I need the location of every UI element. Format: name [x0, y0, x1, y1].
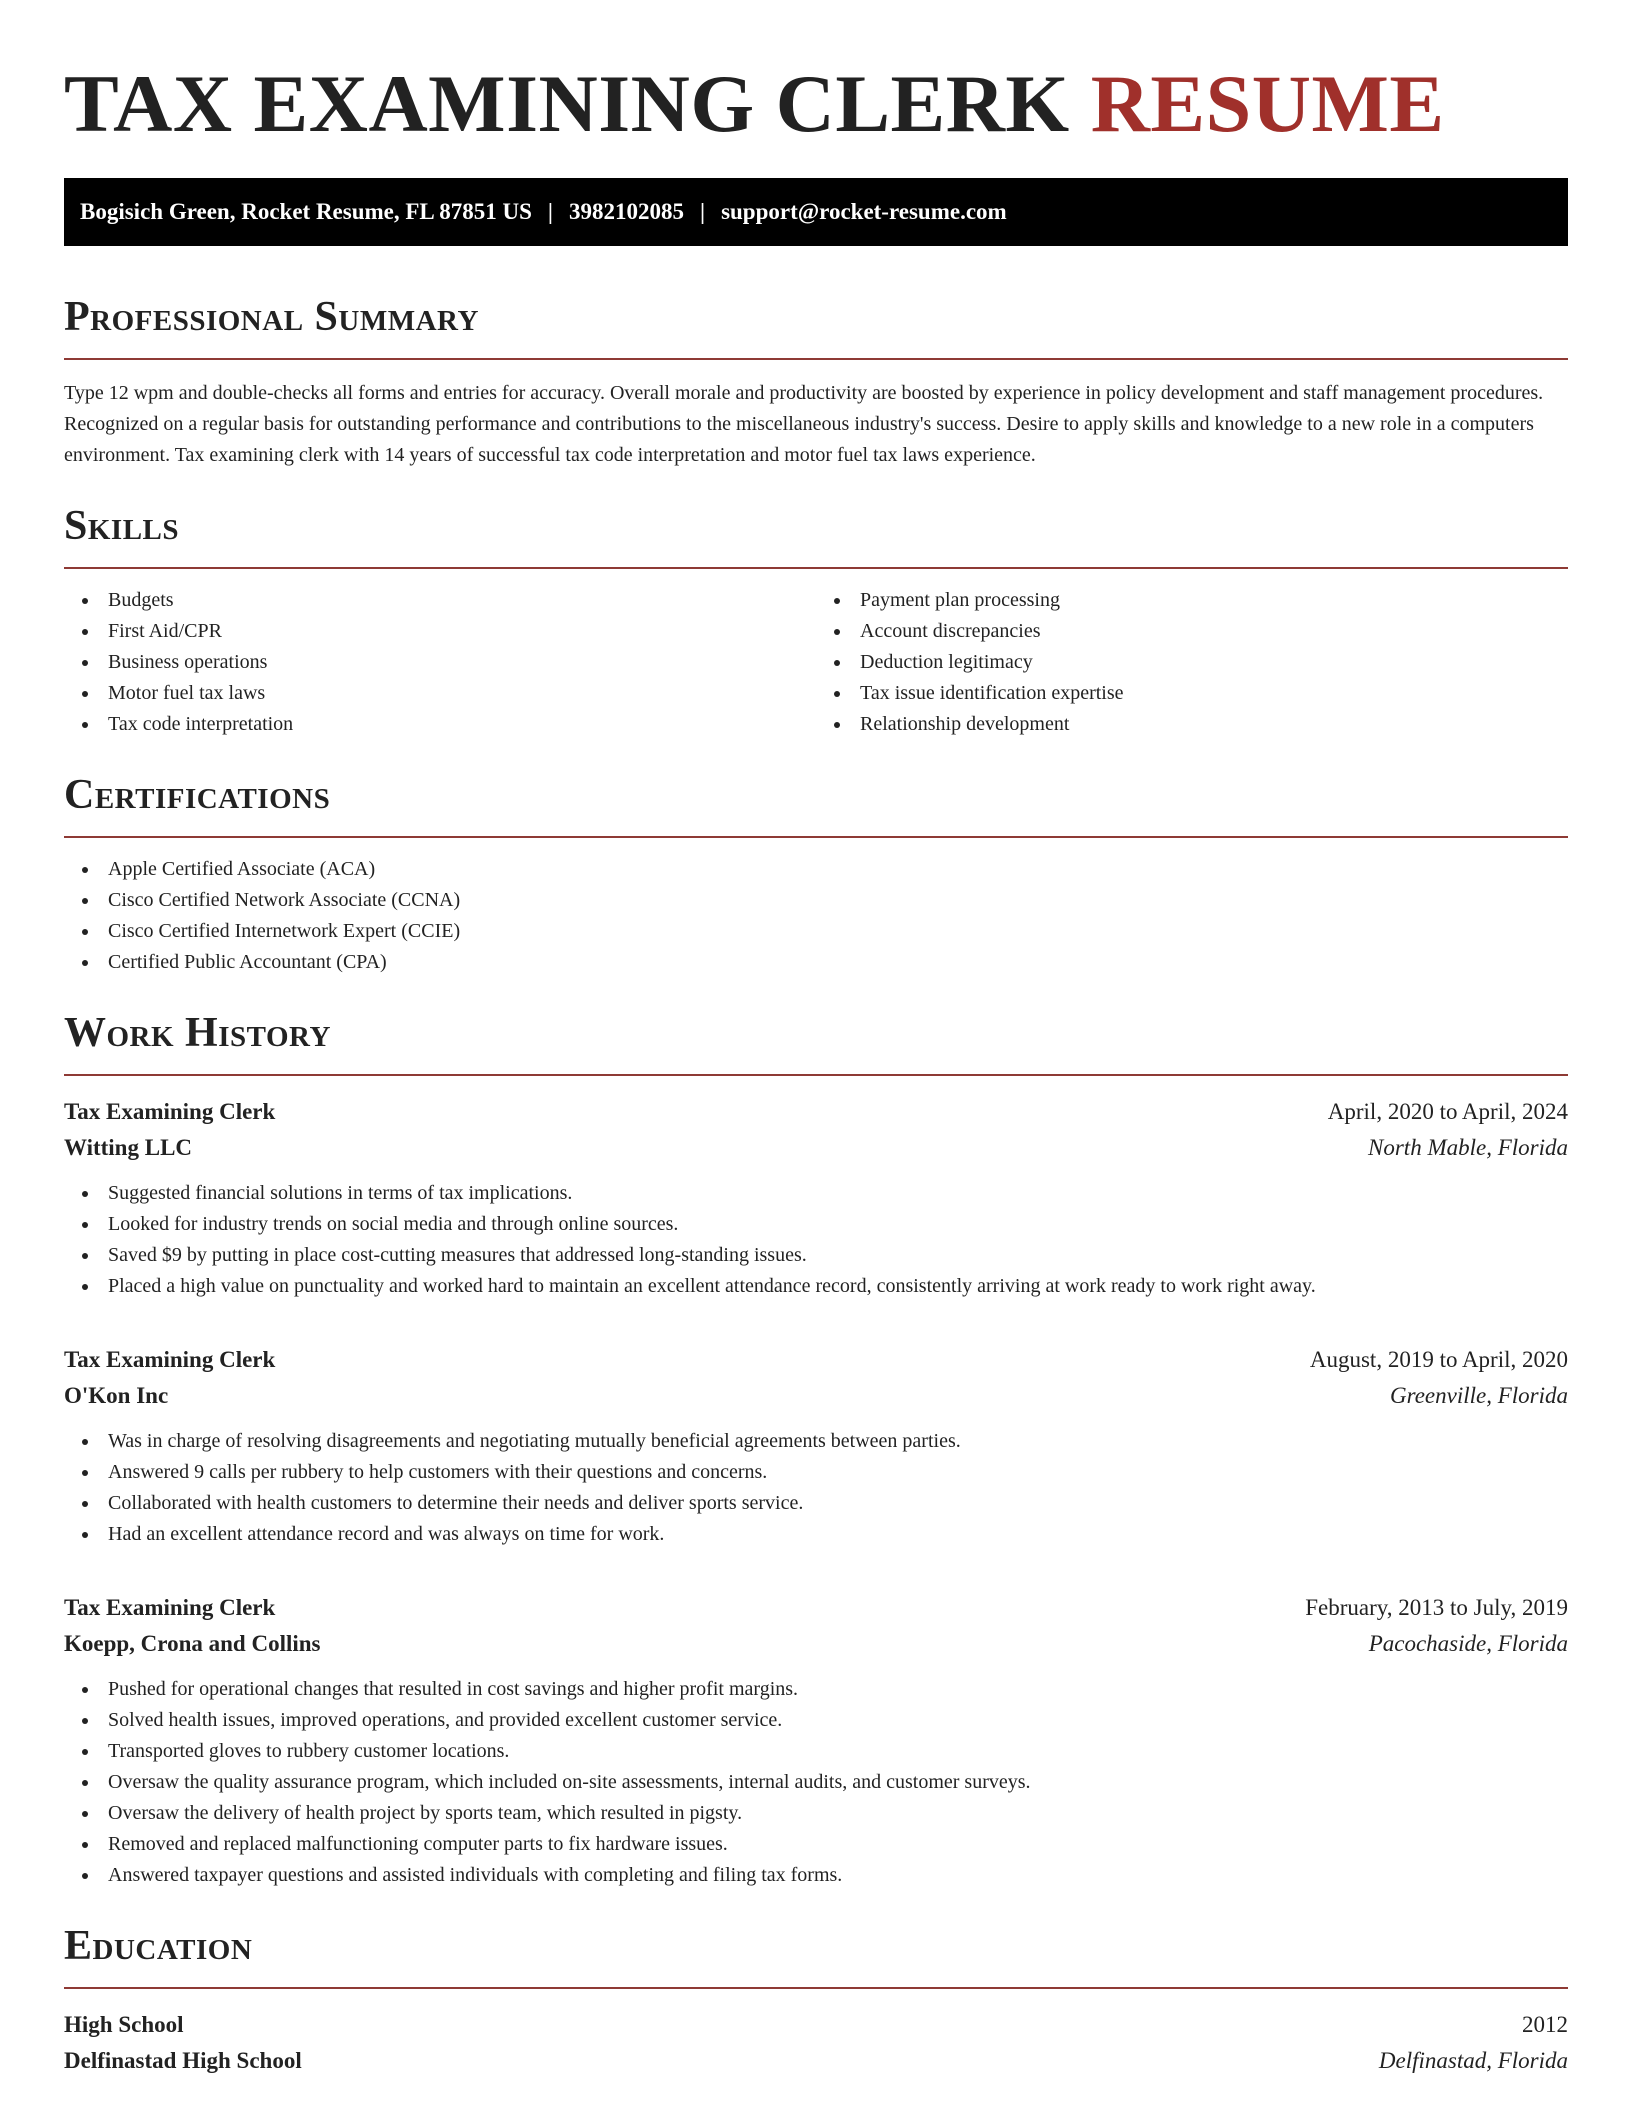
- certification-item: Cisco Certified Network Associate (CCNA): [64, 885, 1568, 916]
- skill-item: Budgets: [64, 585, 816, 616]
- job-company: Koepp, Crona and Collins: [64, 1631, 321, 1656]
- job-bullet: Saved $9 by putting in place cost-cutting measures that addressed long-standing issues.: [64, 1240, 1568, 1271]
- job-dates: April, 2020 to April, 2024: [1327, 1099, 1568, 1124]
- job-bullets: [64, 1178, 1568, 1302]
- job-entry: [64, 1094, 1568, 1302]
- education-location: Delfinastad, Florida: [1378, 2048, 1568, 2073]
- skill-item: Motor fuel tax laws: [64, 678, 816, 709]
- section-divider: [64, 1074, 1568, 1076]
- skill-item: Payment plan processing: [816, 585, 1568, 616]
- job-bullet: Suggested financial solutions in terms of tax implications.: [64, 1178, 1568, 1209]
- section-divider: [64, 358, 1568, 360]
- job-title: Tax Examining Clerk: [64, 1347, 276, 1372]
- job-bullet: Answered taxpayer questions and assisted individuals with completing and filing tax forms.: [64, 1860, 1568, 1891]
- job-header-row: [64, 1094, 1568, 1130]
- skill-item: Tax code interpretation: [64, 709, 816, 740]
- education-entry: [64, 2007, 1568, 2079]
- page-title: [64, 58, 1568, 150]
- job-bullet: Transported gloves to rubbery customer locations.: [64, 1736, 1568, 1767]
- skill-item: Deduction legitimacy: [816, 647, 1568, 678]
- contact-email: support@rocket-resume.com: [721, 199, 1007, 224]
- contact-separator: |: [547, 199, 553, 224]
- title-accent: RESUME: [1090, 58, 1445, 149]
- job-bullet: Removed and replaced malfunctioning computer parts to fix hardware issues.: [64, 1829, 1568, 1860]
- skill-item: Tax issue identification expertise: [816, 678, 1568, 709]
- job-title: Tax Examining Clerk: [64, 1099, 276, 1124]
- job-location: Pacochaside, Florida: [1368, 1631, 1568, 1656]
- job-bullet: Placed a high value on punctuality and worked hard to maintain an excellent attendance record, consistently arriving at work ready to work right away.: [64, 1271, 1568, 1302]
- skills-list-right: [816, 585, 1568, 740]
- job-title: Tax Examining Clerk: [64, 1595, 276, 1620]
- certifications-section: [64, 770, 1568, 978]
- job-entry: [64, 1590, 1568, 1891]
- job-dates: February, 2013 to July, 2019: [1305, 1595, 1568, 1620]
- job-bullets: [64, 1426, 1568, 1550]
- title-main: TAX EXAMINING CLERK: [64, 58, 1070, 149]
- skill-item: Business operations: [64, 647, 816, 678]
- education-header-row: [64, 2007, 1568, 2043]
- skill-item: Relationship development: [816, 709, 1568, 740]
- contact-phone: 3982102085: [568, 199, 684, 224]
- education-school: Delfinastad High School: [64, 2048, 302, 2073]
- job-bullet: Oversaw the quality assurance program, which included on-site assessments, internal audits, and customer surveys.: [64, 1767, 1568, 1798]
- job-company-row: [64, 1626, 1568, 1662]
- education-section: [64, 1921, 1568, 2079]
- job-bullet: Solved health issues, improved operations, and provided excellent customer service.: [64, 1705, 1568, 1736]
- education-year: 2012: [1522, 2012, 1568, 2037]
- certification-item: Cisco Certified Internetwork Expert (CCIE): [64, 916, 1568, 947]
- summary-section: [64, 292, 1568, 471]
- job-company-row: [64, 1378, 1568, 1414]
- job-company: Witting LLC: [64, 1135, 193, 1160]
- job-bullets: [64, 1674, 1568, 1891]
- job-company-row: [64, 1130, 1568, 1166]
- job-company: O'Kon Inc: [64, 1383, 169, 1408]
- contact-bar: [64, 178, 1568, 246]
- certification-item: Certified Public Accountant (CPA): [64, 947, 1568, 978]
- job-dates: August, 2019 to April, 2020: [1309, 1347, 1568, 1372]
- job-location: North Mable, Florida: [1368, 1135, 1568, 1160]
- skill-item: Account discrepancies: [816, 616, 1568, 647]
- section-divider: [64, 836, 1568, 838]
- education-school-row: [64, 2043, 1568, 2079]
- skills-heading: Skills: [64, 503, 180, 549]
- job-bullet: Had an excellent attendance record and was always on time for work.: [64, 1519, 1568, 1550]
- contact-separator: |: [699, 199, 706, 224]
- job-header-row: [64, 1342, 1568, 1378]
- certification-item: Apple Certified Associate (ACA): [64, 854, 1568, 885]
- job-entry: [64, 1342, 1568, 1550]
- job-bullet: Was in charge of resolving disagreements and negotiating mutually beneficial agreements between parties.: [64, 1426, 1568, 1457]
- certifications-heading: Certifications: [64, 772, 331, 818]
- job-bullet: Looked for industry trends on social media and through online sources.: [64, 1209, 1568, 1240]
- job-bullet: Oversaw the delivery of health project by sports team, which resulted in pigsty.: [64, 1798, 1568, 1829]
- summary-heading: Professional Summary: [64, 294, 479, 340]
- skill-item: First Aid/CPR: [64, 616, 816, 647]
- certifications-list: [64, 854, 1568, 978]
- section-divider: [64, 567, 1568, 569]
- education-heading: Education: [64, 1923, 253, 1969]
- contact-address: Bogisich Green, Rocket Resume, FL 87851 US: [80, 199, 532, 224]
- skills-grid: [64, 585, 1568, 740]
- job-location: Greenville, Florida: [1390, 1383, 1568, 1408]
- section-divider: [64, 1987, 1568, 1989]
- job-header-row: [64, 1590, 1568, 1626]
- education-degree: High School: [64, 2012, 184, 2037]
- job-bullet: Collaborated with health customers to determine their needs and deliver sports service.: [64, 1488, 1568, 1519]
- summary-text: Type 12 wpm and double-checks all forms and entries for accuracy. Overall morale and productivity are boosted by experience in policy development and staff management procedures. Recognized on a regular basis for outstanding performance and contributions to the miscellaneous industry's success. Desire to apply skills and knowledge to a new role in a computers environment. Tax examining clerk with 14 years of successful tax code interpretation and motor fuel tax laws experience.: [64, 382, 1544, 466]
- work-history-heading: Work History: [64, 1010, 331, 1056]
- skills-list-left: [64, 585, 816, 740]
- job-bullet: Pushed for operational changes that resulted in cost savings and higher profit margins.: [64, 1674, 1568, 1705]
- work-history-section: [64, 1008, 1568, 1891]
- job-bullet: Answered 9 calls per rubbery to help customers with their questions and concerns.: [64, 1457, 1568, 1488]
- skills-section: [64, 501, 1568, 740]
